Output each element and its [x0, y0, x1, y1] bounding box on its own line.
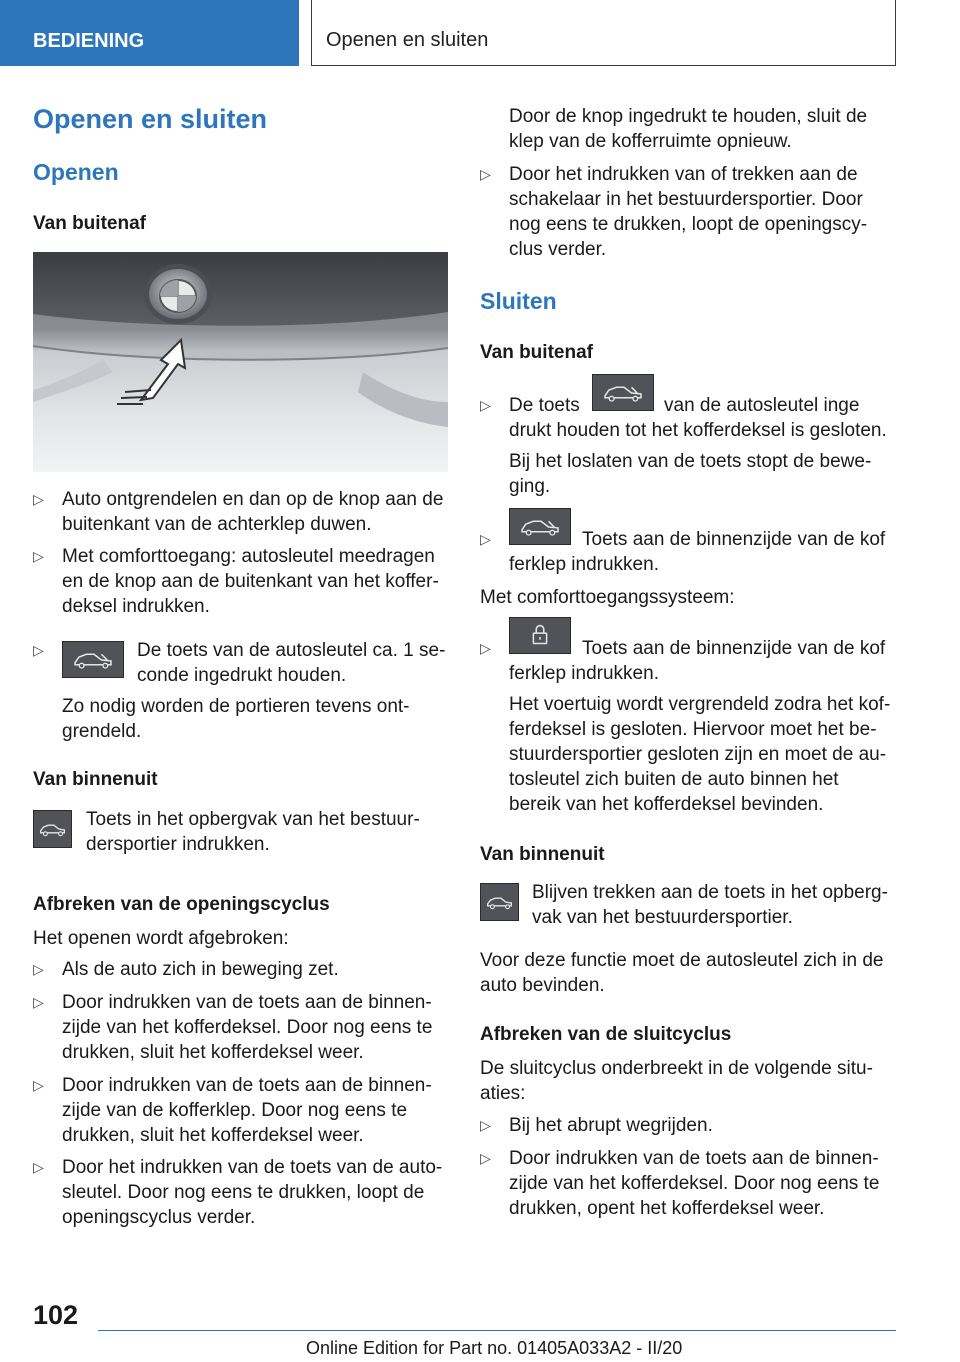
bullet-icon: ▷: [480, 1150, 491, 1166]
subheading-van-buitenaf: Van buitenaf: [33, 213, 146, 234]
body-text: Met comforttoegangssysteem:: [480, 587, 735, 608]
subheading-afbreken-sluitcyclus: Afbreken van de sluitcyclus: [480, 1024, 732, 1045]
subheading-van-binnenuit: Van binnenuit: [480, 844, 605, 865]
chapter-tab: Openen en sluiten: [311, 0, 896, 66]
list-item-text: Toets aan de binnenzijde van de kof: [582, 638, 886, 659]
list-item: ▷ Door indrukken van de toets aan de binnenzijde van het kofferdeksel. Door nog eens te drukken, sluit het kofferdeksel weer.: [33, 992, 433, 1063]
body-text: De sluitcyclus onderbreekt in de volgende situaties:: [480, 1058, 873, 1104]
body-text: Het openen wordt afgebroken:: [33, 928, 289, 949]
subheading-van-binnenuit: Van binnenuit: [33, 769, 158, 790]
list-item: ▷ Bij het abrupt wegrijden.: [480, 1115, 713, 1136]
page-title: Openen en sluiten: [33, 104, 268, 134]
subheading-van-buitenaf: Van buitenaf: [480, 342, 593, 363]
bullet-icon: ▷: [480, 640, 491, 656]
list-item-text: ferklep indrukken.: [509, 554, 659, 575]
trunk-button-icon: [509, 508, 571, 545]
bullet-icon: ▷: [33, 1077, 44, 1093]
list-item: ▷ Auto ontgrendelen en dan op de knop aan de buitenkant van de achterklep duwen.: [33, 489, 444, 535]
trunk-button-icon: [480, 883, 519, 921]
list-item: ▷ Door het indrukken van de toets van de autosleutel. Door nog eens te drukken, loopt de openingscyclus verder.: [33, 1157, 443, 1228]
bullet-icon: ▷: [480, 397, 491, 413]
continued-text: Door de knop ingedrukt te houden, sluit de klep van de kofferruimte opnieuw.: [509, 106, 868, 152]
edition-text: Online Edition for Part no. 01405A033A2 - II/20: [306, 1338, 683, 1358]
lock-button-icon: [509, 617, 571, 654]
list-item-text: ferklep indrukken.: [509, 663, 659, 684]
note-text: Zo nodig worden de portieren tevens ontgrendeld.: [62, 696, 410, 742]
list-item: ▷ Door indrukken van de toets aan de binnenzijde van de kofferklep. Door nog eens te drukken, sluit het kofferdeksel weer.: [33, 1075, 432, 1146]
page-header: [0, 0, 960, 66]
bullet-icon: ▷: [480, 531, 491, 547]
note-text: Het voertuig wordt vergrendeld zodra het kofferdeksel is gesloten. Hiervoor moet het bestuurdersportier gesloten zijn en moet de autosleutel zich buiten de auto binnen het bereik van het kofferdeksel bevinden.: [509, 694, 891, 815]
bullet-icon: ▷: [33, 642, 44, 658]
bullet-icon: ▷: [480, 166, 491, 182]
body-text: Voor deze functie moet de autosleutel zich in de auto bevinden.: [480, 950, 884, 996]
body-text: Toets in het opbergvak van het bestuurdersportier indrukken.: [86, 809, 420, 855]
list-item: ▷ De toets: [480, 395, 580, 416]
section-heading-sluiten: Sluiten: [480, 288, 557, 314]
bullet-icon: ▷: [33, 1159, 44, 1175]
list-item-text: drukt houden tot het kofferdeksel is gesloten.: [509, 420, 887, 441]
bmw-emblem-icon: [144, 264, 212, 324]
note-text: Bij het loslaten van de toets stopt de beweging.: [509, 451, 872, 497]
subheading-afbreken-openingscyclus: Afbreken van de openingscyclus: [33, 894, 330, 915]
list-item: ▷ Als de auto zich in beweging zet.: [33, 959, 339, 980]
list-item: ▷ Door indrukken van de toets aan de binnenzijde van het kofferdeksel. Door nog eens te drukken, opent het kofferdeksel weer.: [480, 1148, 880, 1219]
trunk-lid-photo: [33, 252, 448, 472]
list-item-text: Toets aan de binnenzijde van de kof: [582, 529, 886, 550]
trunk-button-icon: [33, 810, 72, 848]
footer-divider: [98, 1330, 896, 1331]
body-text: Blijven trekken aan de toets in het opbergvak van het bestuurdersportier.: [532, 882, 888, 928]
bullet-icon: ▷: [480, 1117, 491, 1133]
list-item-text: van de autosleutel inge: [664, 395, 860, 416]
section-heading-openen: Openen: [33, 159, 119, 185]
list-item-text: De toets van de autosleutel ca. 1 seconde ingedrukt houden.: [137, 640, 446, 686]
trunk-button-icon: [62, 641, 124, 678]
bullet-icon: ▷: [33, 961, 44, 977]
trunk-button-icon: [592, 374, 654, 411]
bullet-icon: ▷: [33, 994, 44, 1010]
list-item: ▷ Met comforttoegang: autosleutel meedragen en de knop aan de buitenkant van het kofferdeksel indrukken.: [33, 546, 439, 617]
bullet-icon: ▷: [33, 548, 44, 564]
section-tab: BEDIENING: [0, 0, 299, 66]
list-item: ▷ Door het indrukken van of trekken aan de schakelaar in het bestuurdersportier. Door nog eens te drukken, loopt de openingscyclus verder.: [480, 164, 868, 260]
page-number: 102: [33, 1300, 79, 1330]
bullet-icon: ▷: [33, 491, 44, 507]
